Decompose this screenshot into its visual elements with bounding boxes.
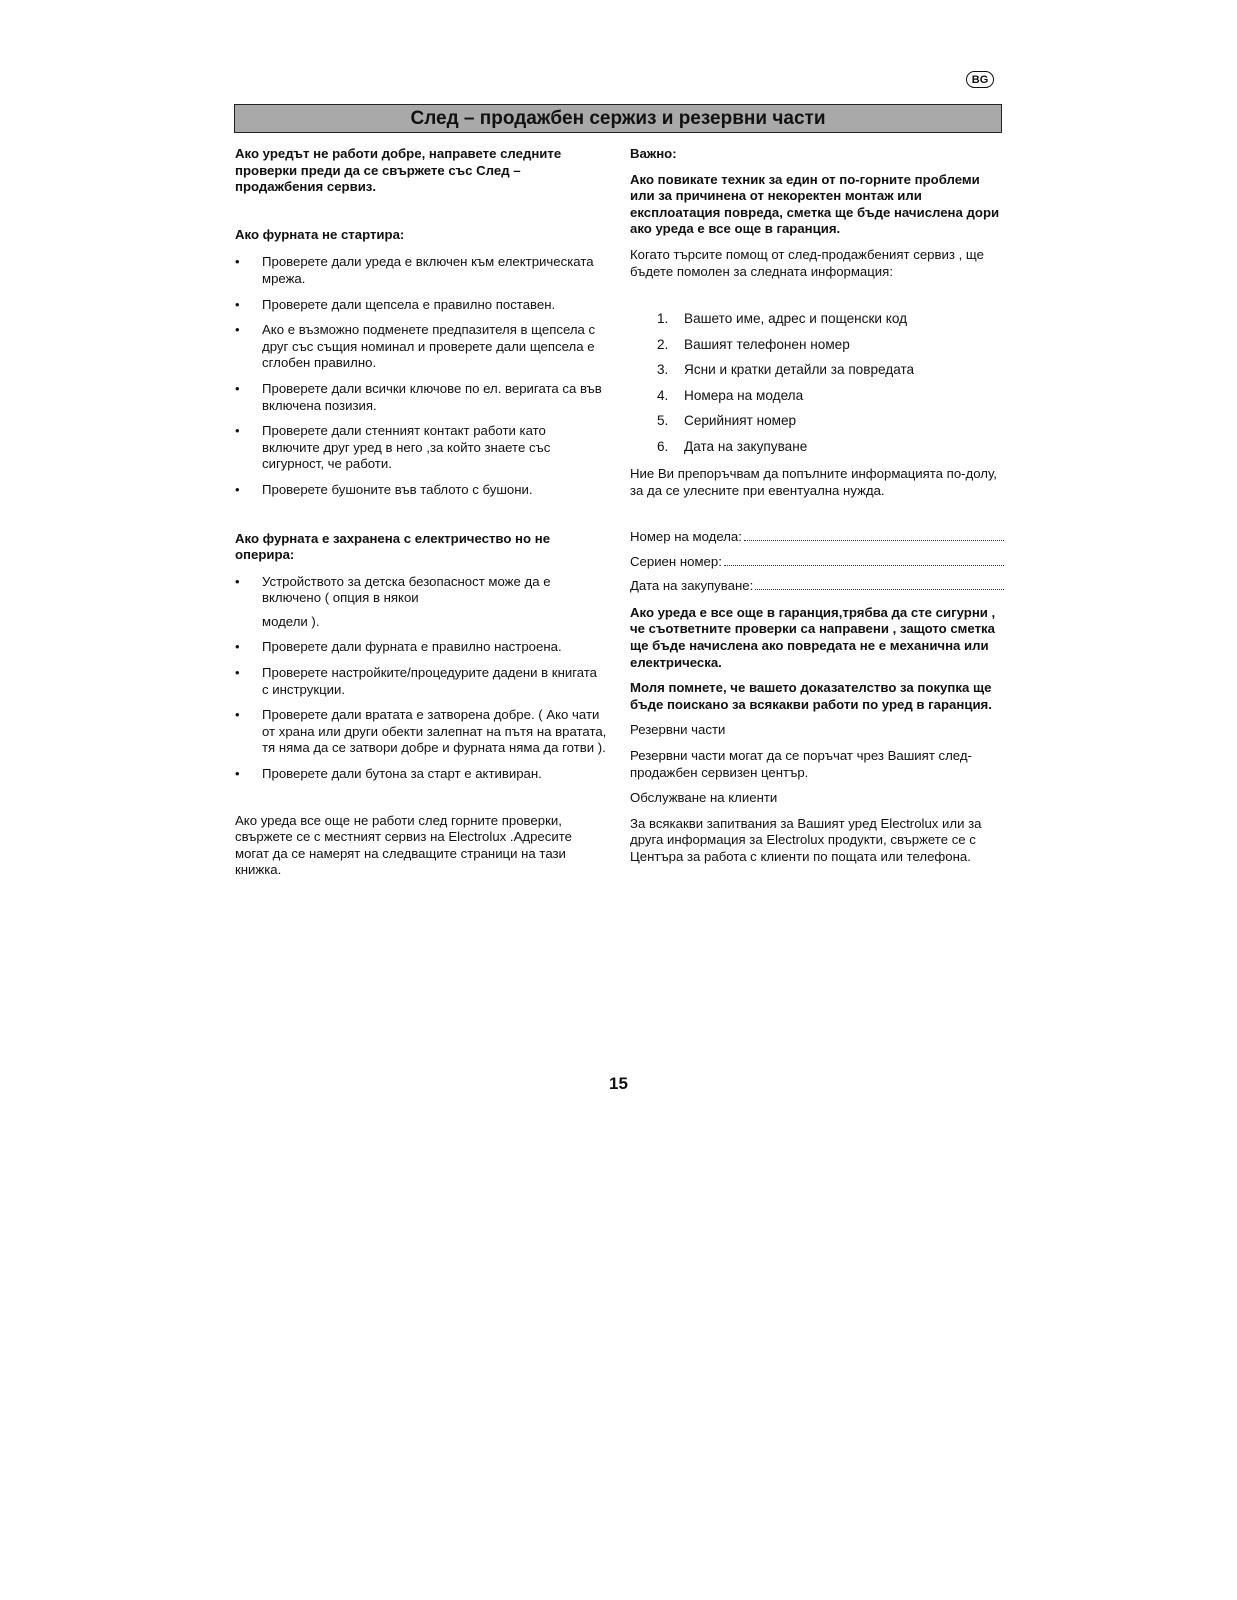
info-item-number: 1. [657,311,669,327]
important-text: Ако повикате техник за един от по-горните проблеми или за причинена от некоректен монтаж или експлоатация повреда, сметка ще бъде начислена дори ако уреда е все още в гаранция. [630,171,1000,237]
spare-parts-text: Резервни части могат да се поръчат чрез Вашият след-продажбен сервизен център. [630,748,972,780]
customer-service-text: За всякакви запитвания за Вашият уред Electrolux или за друга информация за Electrolux продукти, свържете се с Центъра за работа с клиенти по пощата или телефона. [630,815,982,864]
left-column [235,146,607,879]
intro-text: Ако уредът не работи добре, направете следните проверки преди да се свържете със След – продажбения сервиз. [235,146,562,195]
info-item [630,413,1004,439]
record-fields [630,529,1004,603]
list-item: • Устройството за детска безопасност може да е включено ( опция в някои [235,574,607,607]
info-item-text: Ясни и кратки детайли за повредата [684,362,915,378]
list-item: • Проверете дали щепсела е правилно поставен. [235,297,607,314]
info-item-number: 5. [657,413,669,429]
list-item-continuation [235,614,607,631]
list-item: • Проверете дали вратата е затворена добре. ( Ако чати от храна или други обекти залепнат на пътя на вратата, тя няма да се затвори добре и фурната няма да готви ). [235,707,607,757]
info-item [630,337,1004,363]
right-column [630,146,1004,866]
info-item [630,439,1004,465]
info-item [630,388,1004,414]
list-item: • Проверете дали уреда е включен към електрическата мрежа. [235,254,607,287]
warranty-text: Ако уреда е все още в гаранция,трябва да сте сигурни , че съответните проверки са направени , защото сметка ще бъде начислена ако повредата не е механична или електрическа. [630,604,996,670]
closing-text: Ако уреда все още не работи след горните проверки, свържете се с местният сервиз на Electrolux .Адресите могат да се намерят на следващите страници на тази книжка. [235,812,572,878]
section-title: След – продажбен сержиз и резервни части [234,104,1002,133]
list-item: • Ако е възможно подменете предпазителя в щепсела с друг със същия номинал и проверете дали щепсела е сглобен правилно. [235,322,607,372]
list-item: • Проверете настройките/процедурите дадени в книгата с инструкции. [235,665,607,698]
info-list [630,311,1004,464]
heading-not-starting: Ако фурната не стартира: [235,226,405,242]
not-operating-list [235,574,607,783]
customer-service-heading: Обслужване на клиенти [630,790,778,806]
purchase-date-label: Дата на закупуване: [630,578,754,594]
info-item-text: Вашият телефонен номер [684,336,850,352]
info-item [630,311,1004,337]
list-item: • Проверете дали фурната е правилно настроена. [235,639,607,656]
info-item-text: Вашето име, адрес и пощенски код [684,311,908,327]
purchase-date-field[interactable] [630,578,1004,603]
not-starting-list [235,254,607,498]
info-item-text: Номера на модела [684,387,804,403]
page-number: 15 [609,1074,628,1093]
info-item-text: Серийният номер [684,413,797,429]
serial-number-line[interactable] [724,554,1004,566]
info-item-number: 3. [657,362,669,378]
list-item: • Проверете дали всички ключове по ел. веригата са във включена позизия. [235,381,607,414]
language-badge: BG [966,71,994,88]
model-number-label: Номер на модела: [630,529,742,545]
serial-number-field[interactable] [630,554,1004,579]
list-item: • Проверете бушоните във таблото с бушони. [235,482,607,499]
list-item: • Проверете дали бутона за старт е активиран. [235,766,607,783]
important-label: Важно: [630,146,677,161]
info-item-number: 6. [657,438,669,454]
list-item: • Проверете дали стенният контакт работи като включите друг уред в него ,за който знаете със сигурност, че работи. [235,423,607,473]
model-number-line[interactable] [744,529,1004,541]
model-number-field[interactable] [630,529,1004,554]
purchase-date-line[interactable] [755,578,1004,590]
spare-parts-heading: Резервни части [630,722,726,738]
info-item [630,362,1004,388]
proof-text: Моля помнете, че вашето доказателство за покупка ще бъде поискано за всякакви работи по уред в гаранция. [630,680,992,712]
recommend-text: Ние Ви препоръчвам да попълните информацията по-долу, за да се улесните при евентуална нужда. [630,466,997,498]
heading-not-operating: Ако фурната е захранена с електричество но не оперира: [235,530,551,563]
info-item-text: Дата на закупуване [684,438,808,454]
info-item-number: 2. [657,336,669,352]
serial-number-label: Сериен номер: [630,553,722,569]
continuation-text: модели ). [262,613,320,629]
info-item-number: 4. [657,387,669,403]
info-intro: Когато търсите помощ от след-продажбеният сервиз , ще бъдете помолен за следната информация: [630,246,984,279]
